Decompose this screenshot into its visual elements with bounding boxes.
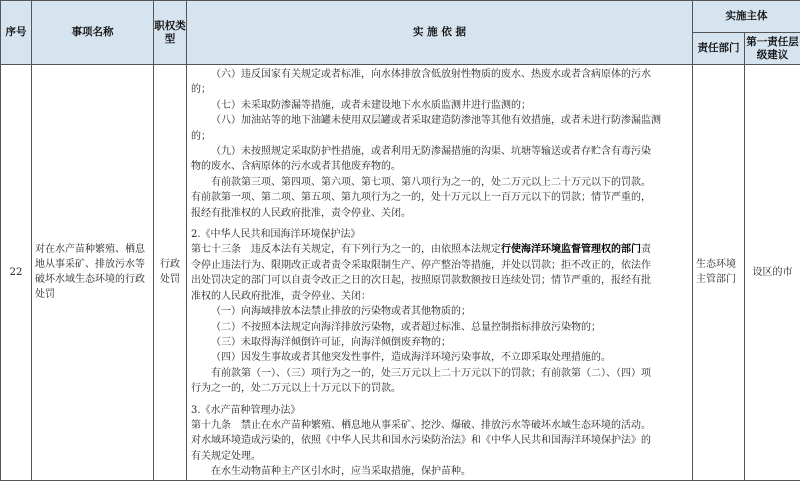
basis-line: 对水域环境造成污染的，依照《中华人民共和国水污染防治法》和《中华人民共和国海洋环境保护法》的 xyxy=(191,433,688,448)
basis-text xyxy=(187,65,693,481)
basis-line: 2.《中华人民共和国海洋环境保护法》 xyxy=(191,227,688,242)
row-item-name: 对在水产苗种繁殖、栖息地从事采矿、排放污水等破坏水域生态环境的行政处罚 xyxy=(32,65,154,481)
basis-line: 3.《水产苗种管理办法》 xyxy=(191,403,688,418)
header-dept: 责任部门 xyxy=(693,33,745,65)
row-seq: 22 xyxy=(1,65,32,481)
basis-line: （九）未按照规定采取防护性措施，或者利用无防渗漏措施的沟渠、坑塘等输送或者存贮含有毒污染 xyxy=(191,144,688,159)
header-item-name: 事项名称 xyxy=(32,1,154,65)
header-type xyxy=(154,1,187,65)
basis-line: 有前款第三项、第四项、第六项、第七项、第八项行为之一的，处二万元以上二十万元以下的罚款。 xyxy=(191,175,688,190)
basis-line: 的； xyxy=(191,82,688,97)
basis-line: （三）未取得海洋倾倒许可证，向海洋倾倒废弃物的； xyxy=(191,335,688,350)
basis-highlight: 行使海洋环境监督管理权的部门 xyxy=(501,244,641,255)
basis-line-text: 责 xyxy=(641,244,651,255)
header-level: 第一责任层级建议 xyxy=(745,33,800,65)
basis-line: 有关规定处理。 xyxy=(191,449,688,464)
basis-line: 有前款第（一）、（三）项行为之一的，处三万元以上二十万元以下的罚款；有前款第（二）、（四）项 xyxy=(191,366,688,381)
basis-line: 有前款第一项、第二项、第五项、第九项行为之一的，处十万元以上一百万元以下的罚款；情节严重的， xyxy=(191,190,688,205)
table-row xyxy=(1,65,800,481)
row-level: 设区的市 xyxy=(745,65,800,481)
basis-line: 物的废水、含病原体的污水或者其他废弃物的。 xyxy=(191,159,688,174)
header-basis: 实 施 依 据 xyxy=(187,1,693,65)
basis-line: 的； xyxy=(191,129,688,144)
row-dept: 生态环境主管部门 xyxy=(693,65,745,481)
basis-line xyxy=(191,242,688,257)
basis-line: （二）不按照本法规定向海洋排放污染物，或者超过标准、总量控制指标排放污染物的； xyxy=(191,320,688,335)
basis-line: （八）加油站等的地下油罐未使用双层罐或者采取建造防渗池等其他有效措施，或者未进行防渗漏监测 xyxy=(191,113,688,128)
basis-lines xyxy=(191,67,688,480)
basis-line: 报经有批准权的人民政府批准，责令停业、关闭。 xyxy=(191,206,688,221)
basis-line: （一）向海域排放本法禁止排放的污染物或者其他物质的； xyxy=(191,304,688,319)
basis-line-text: 第七十三条 违反本法有关规定，有下列行为之一的，由依照本法规定 xyxy=(191,244,501,255)
header-seq: 序号 xyxy=(1,1,32,65)
basis-line: （七）未采取防渗漏等措施，或者未建设地下水水质监测井进行监测的； xyxy=(191,98,688,113)
basis-line: 出处罚决定的部门可以自责令改正之日的次日起，按照原罚款数额按日连续处罚；情节严重的，报经有批 xyxy=(191,273,688,288)
basis-line: （四）因发生事故或者其他突发性事件，造成海洋环境污染事故，不立即采取处理措施的。 xyxy=(191,350,688,365)
basis-line: 第十九条 禁止在水产苗种繁殖、栖息地从事采矿、挖沙、爆破、排放污水等破坏水域生态环境的活动。 xyxy=(191,418,688,433)
header-type-text: 职权类型 xyxy=(154,20,186,45)
row-type: 行政处罚 xyxy=(154,65,187,481)
basis-line: 行为之一的，处二万元以上十万元以下的罚款。 xyxy=(191,381,688,396)
basis-line: 在水生动物苗种主产区引水时，应当采取措施，保护苗种。 xyxy=(191,464,688,479)
header-subject: 实施主体 xyxy=(693,1,800,33)
basis-line: 令停止违法行为、限期改正或者责令采取限制生产、停产整治等措施，并处以罚款；拒不改正的，依法作 xyxy=(191,258,688,273)
basis-line: 准权的人民政府批准，责令停业、关闭： xyxy=(191,289,688,304)
basis-line: （六）违反国家有关规定或者标准，向水体排放含低放射性物质的废水、热废水或者含病原体的污水 xyxy=(191,67,688,82)
